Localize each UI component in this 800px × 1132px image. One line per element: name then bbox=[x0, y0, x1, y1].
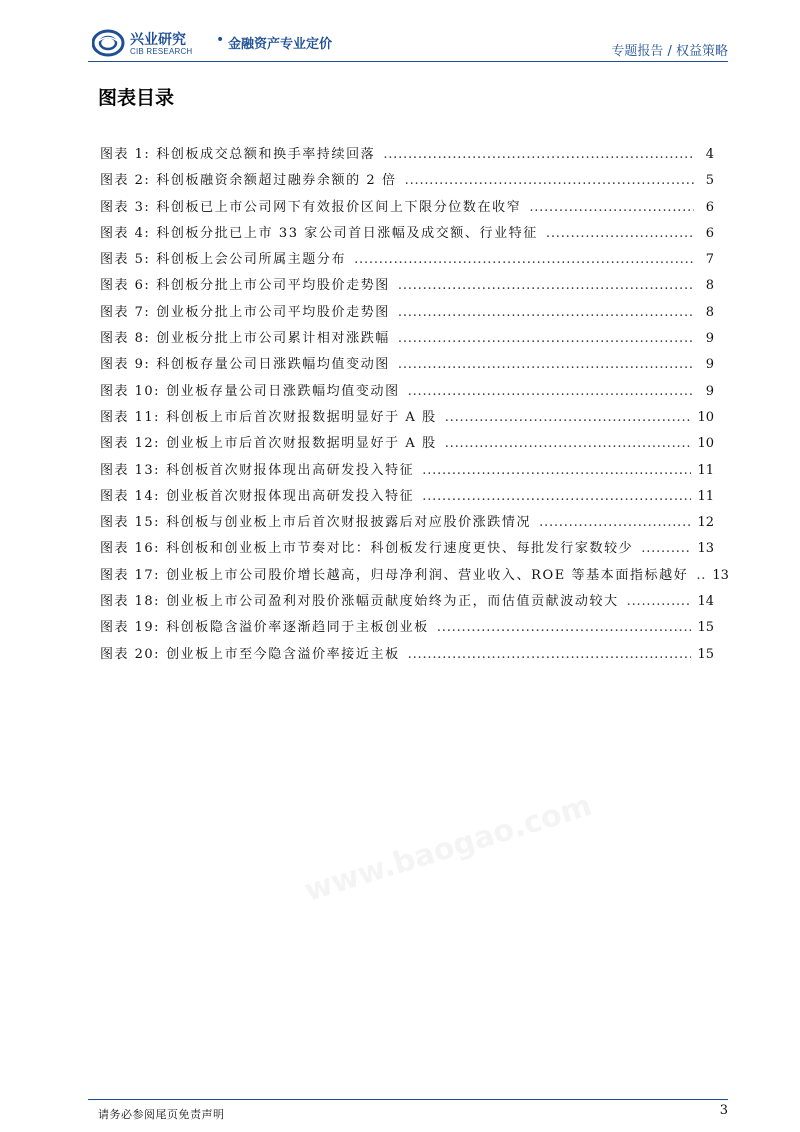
toc-entry[interactable] bbox=[100, 327, 714, 353]
toc-leader-dots bbox=[408, 647, 692, 662]
toc-entry-page: 9 bbox=[705, 331, 714, 347]
toc-entry[interactable] bbox=[100, 222, 714, 248]
toc-entry-title: 科创板存量公司日涨跌幅均值变动图 bbox=[156, 357, 390, 373]
toc-entry-label: 图表 1: bbox=[100, 147, 151, 162]
toc-entry-title: 科创板分批上市公司平均股价走势图 bbox=[156, 278, 390, 294]
toc-leader-dots bbox=[546, 226, 694, 241]
toc-entry[interactable] bbox=[100, 459, 714, 485]
toc-entry-label: 图表 18: bbox=[100, 594, 161, 610]
toc-entry[interactable] bbox=[100, 169, 714, 195]
toc-entry[interactable] bbox=[100, 590, 714, 616]
header-separator: • bbox=[216, 32, 225, 48]
toc-entry-label: 图表 2: bbox=[100, 173, 151, 189]
toc-entry-title: 创业板分批上市公司累计相对涨跌幅 bbox=[156, 331, 390, 347]
toc-entry-title: 科创板和创业板上市节奏对比：科创板发行速度更快、每批发行家数较少 bbox=[166, 541, 634, 557]
toc-leader-dots bbox=[405, 173, 694, 188]
toc-leader-dots bbox=[445, 436, 692, 451]
toc-leader-dots bbox=[445, 410, 692, 425]
toc-entry[interactable] bbox=[100, 196, 714, 222]
toc-leader-dots bbox=[398, 278, 694, 293]
toc-leader-dots bbox=[408, 384, 694, 399]
toc-entry-page: 13 bbox=[712, 567, 729, 583]
toc-entry-label: 图表 14: bbox=[100, 488, 161, 504]
toc-entry-page: 11 bbox=[697, 488, 714, 504]
toc-entry-label: 图表 16: bbox=[100, 541, 161, 557]
toc-entry-title: 创业板上市至今隐含溢价率接近主板 bbox=[166, 646, 400, 662]
toc-entry-title: 科创板成交总额和换手率持续回落 bbox=[156, 147, 376, 162]
toc-entry-page: 6 bbox=[705, 199, 714, 215]
toc-entry[interactable] bbox=[100, 380, 714, 406]
toc-entry-page: 13 bbox=[697, 541, 714, 557]
footer-disclaimer: 请务必参阅尾页免责声明 bbox=[98, 1108, 225, 1121]
toc-entry-title: 科创板分批已上市 33 家公司首日涨幅及成交额、行业特征 bbox=[156, 225, 538, 241]
toc-entry-page: 4 bbox=[705, 147, 714, 162]
toc-entry[interactable] bbox=[100, 432, 714, 458]
toc-entry[interactable] bbox=[100, 616, 714, 642]
toc-entry-page: 9 bbox=[705, 357, 714, 373]
page-header bbox=[88, 26, 728, 66]
toc-entry-page: 15 bbox=[697, 646, 714, 662]
toc-entry-label: 图表 19: bbox=[100, 620, 161, 636]
toc-entry-label: 图表 3: bbox=[100, 199, 151, 215]
header-slogan: 金融资产专业定价 bbox=[228, 37, 333, 52]
toc-entry-label: 图表 10: bbox=[100, 383, 161, 399]
toc-leader-dots bbox=[539, 515, 691, 530]
toc-entry-label: 图表 11: bbox=[100, 409, 161, 425]
toc-entry-title: 科创板隐含溢价率逐渐趋同于主板创业板 bbox=[166, 620, 429, 636]
toc-entry-page: 11 bbox=[697, 462, 714, 478]
toc-entry-label: 图表 12: bbox=[100, 436, 161, 452]
toc-entry-page: 8 bbox=[705, 304, 714, 320]
toc-entry-title: 科创板融资余额超过融券余额的 2 倍 bbox=[156, 173, 397, 189]
toc-entry-title: 科创板上市后首次财报数据明显好于 A 股 bbox=[166, 409, 437, 425]
toc-leader-dots bbox=[627, 594, 692, 609]
toc-entry-title: 创业板首次财报体现出高研发投入特征 bbox=[166, 488, 415, 504]
toc-entry-label: 图表 17: bbox=[100, 567, 161, 583]
toc-entry[interactable] bbox=[100, 511, 714, 537]
toc-entry-label: 图表 8: bbox=[100, 331, 151, 347]
toc-leader-dots bbox=[398, 331, 694, 346]
toc-heading: 图表目录 bbox=[98, 87, 175, 109]
toc-entry[interactable] bbox=[100, 406, 714, 432]
toc-entry-label: 图表 7: bbox=[100, 304, 151, 320]
report-type: 专题报告 / 权益策略 bbox=[611, 44, 728, 59]
toc-leader-dots bbox=[354, 252, 694, 267]
toc-entry-page: 10 bbox=[697, 436, 714, 452]
toc-entry[interactable] bbox=[100, 353, 714, 379]
toc-leader-dots bbox=[398, 305, 694, 320]
toc-entry[interactable] bbox=[100, 301, 714, 327]
cib-logo-icon bbox=[92, 28, 126, 58]
toc-leader-dots bbox=[696, 568, 706, 583]
toc-entry[interactable] bbox=[100, 143, 714, 169]
toc-entry-title: 科创板与创业板上市后首次财报披露后对应股价涨跌情况 bbox=[166, 515, 532, 531]
footer-divider bbox=[88, 1099, 728, 1100]
toc-leader-dots bbox=[641, 541, 691, 556]
toc-entry-title: 科创板首次财报体现出高研发投入特征 bbox=[166, 462, 415, 478]
header-divider bbox=[88, 61, 728, 62]
toc-leader-dots bbox=[422, 489, 691, 504]
toc-entry-page: 9 bbox=[705, 383, 714, 399]
toc-entry-page: 12 bbox=[697, 515, 714, 531]
toc-entry[interactable] bbox=[100, 248, 714, 274]
toc-entry-label: 图表 5: bbox=[100, 252, 151, 268]
toc-entry[interactable] bbox=[100, 643, 714, 669]
toc-entry-page: 15 bbox=[697, 620, 714, 636]
toc-entry-label: 图表 15: bbox=[100, 515, 161, 531]
toc-entry-title: 创业板上市后首次财报数据明显好于 A 股 bbox=[166, 436, 437, 452]
toc-entry[interactable] bbox=[100, 485, 714, 511]
logo-chinese-name: 兴业研究 bbox=[130, 32, 186, 48]
toc-entry-label: 图表 6: bbox=[100, 278, 151, 294]
toc-entry-page: 5 bbox=[705, 173, 714, 189]
toc-entry-page: 6 bbox=[705, 225, 714, 241]
toc-entry-page: 7 bbox=[705, 252, 714, 268]
toc-leader-dots bbox=[422, 463, 691, 478]
toc-entry[interactable] bbox=[100, 274, 714, 300]
toc-entry-page: 10 bbox=[697, 409, 714, 425]
toc-entry-title: 创业板上市公司盈利对股价涨幅贡献度始终为正，而估值贡献波动较大 bbox=[166, 594, 619, 610]
toc-entry-label: 图表 9: bbox=[100, 357, 151, 373]
toc-entry-title: 创业板存量公司日涨跌幅均值变动图 bbox=[166, 383, 400, 399]
cib-research-logo bbox=[92, 28, 212, 62]
toc-entry-title: 科创板上会公司所属主题分布 bbox=[156, 252, 347, 268]
toc-entry-title: 创业板上市公司股价增长越高，归母净利润、营业收入、ROE 等基本面指标越好 bbox=[166, 567, 689, 583]
toc-entry-page: 14 bbox=[697, 594, 714, 610]
toc-entry-page: 8 bbox=[705, 278, 714, 294]
toc-leader-dots bbox=[398, 357, 694, 372]
toc-entry[interactable] bbox=[100, 564, 729, 590]
toc-entry-label: 图表 13: bbox=[100, 462, 161, 478]
logo-english-name: CIB RESEARCH bbox=[130, 47, 193, 56]
watermark bbox=[300, 802, 549, 909]
toc-leader-dots bbox=[437, 620, 692, 635]
toc-entry-title: 科创板已上市公司网下有效报价区间上下限分位数在收窄 bbox=[156, 199, 522, 215]
toc-leader-dots bbox=[383, 147, 694, 162]
toc-entry[interactable] bbox=[100, 537, 714, 563]
toc-entry-title: 创业板分批上市公司平均股价走势图 bbox=[156, 304, 390, 320]
toc-entry-label: 图表 20: bbox=[100, 646, 161, 662]
toc-leader-dots bbox=[529, 200, 694, 215]
page-number: 3 bbox=[719, 1103, 728, 1118]
toc-entry-label: 图表 4: bbox=[100, 225, 151, 241]
figure-list bbox=[100, 143, 729, 669]
